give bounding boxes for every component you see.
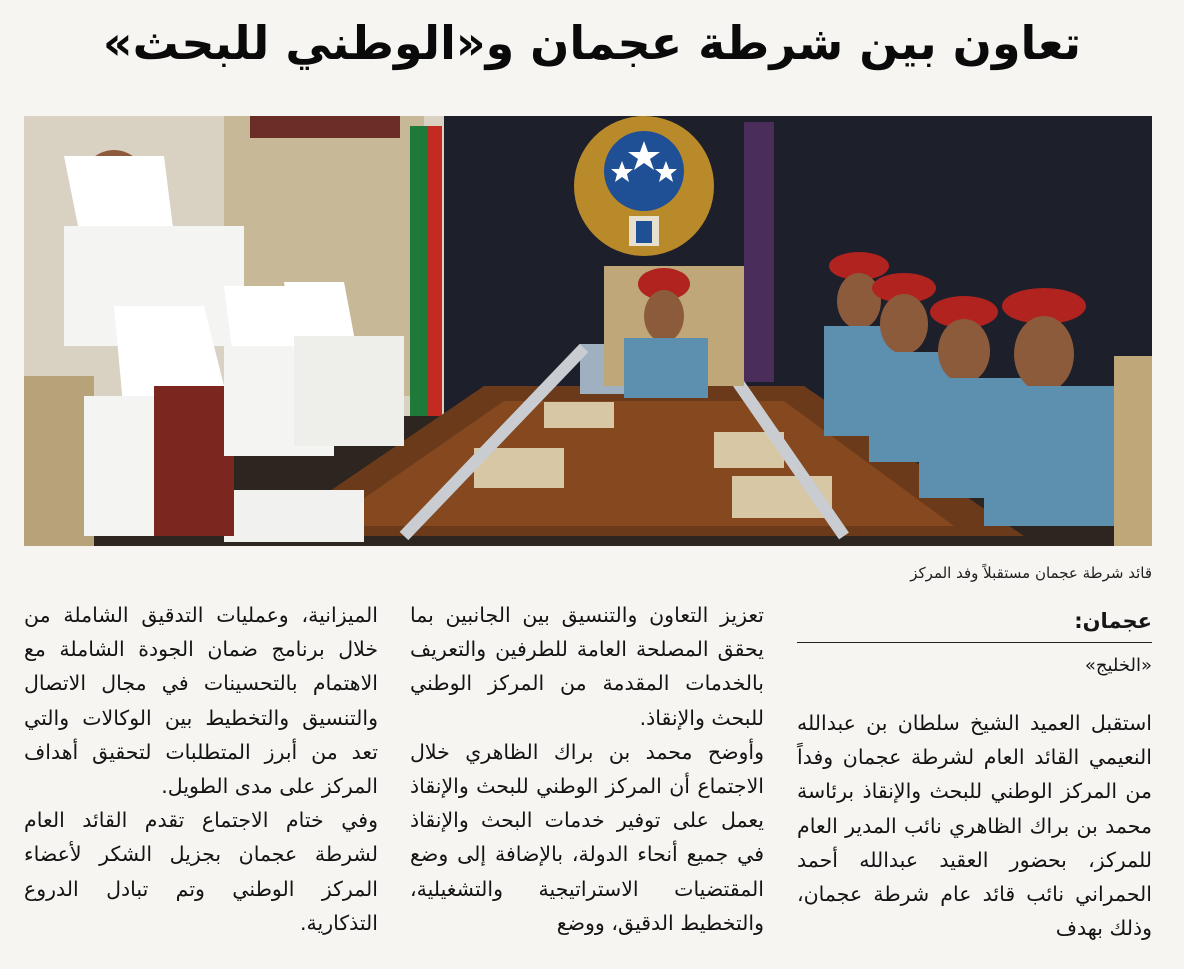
host-officer-graphic <box>604 266 744 398</box>
article-column-2 <box>410 598 764 940</box>
meeting-photo <box>24 116 1152 546</box>
police-emblem-graphic <box>574 116 714 256</box>
article-column-1 <box>797 706 1152 945</box>
photo-caption: قائد شرطة عجمان مستقبلاً وفد المركز <box>910 564 1152 582</box>
column-3-paragraph-2: وفي ختام الاجتماع تقدم القائد العام لشرطة عجمان بجزيل الشكر لأعضاء المركز الوطني وتم تبادل الدروع التذكارية. <box>24 808 378 935</box>
article-source: «الخليج» <box>1084 655 1152 676</box>
article-column-3 <box>24 598 378 940</box>
article-headline: تعاون بين شرطة عجمان و«الوطني للبحث» <box>102 16 1082 70</box>
column-3-paragraph-1: الميزانية، وعمليات التدقيق الشاملة من خلال برنامج ضمان الجودة الشاملة مع الاهتمام بالتحسينات في مجال الاتصال والتنسيق والتخطيط بين الوكالات والتي تعد من أبرز المتطلبات لتحقيق أهداف المركز على مدى الطويل. <box>24 603 378 799</box>
column-1-paragraph: استقبل العميد الشيخ سلطان بن عبدالله النعيمي القائد العام لشرطة عجمان وفداً من المركز الوطني للبحث والإنقاذ برئاسة محمد بن براك الظاهري نائب المدير العام للمركز، بحضور العقيد عبدالله أحمد الحمراني نائب قائد عام شرطة عجمان، وذلك بهدف <box>797 711 1152 941</box>
column-2-paragraph-1: تعزيز التعاون والتنسيق بين الجانبين بما يحقق المصلحة العامة للطرفين والتعريف بالخدمات المقدمة من المركز الوطني للبحث والإنقاذ. <box>410 603 764 730</box>
uae-flag-graphic <box>410 126 442 416</box>
article-dateline: عجمان: <box>797 604 1152 643</box>
column-2-paragraph-2: وأوضح محمد بن براك الظاهري خلال الاجتماع أن المركز الوطني للبحث والإنقاذ يعمل على توفير خدمات البحث والإنقاذ في جميع أنحاء الدولة، بالإضافة إلى وضع المقتضيات الاستراتيجية والتشغيلية، والتخطيط الدقيق، ووضع <box>410 739 764 935</box>
